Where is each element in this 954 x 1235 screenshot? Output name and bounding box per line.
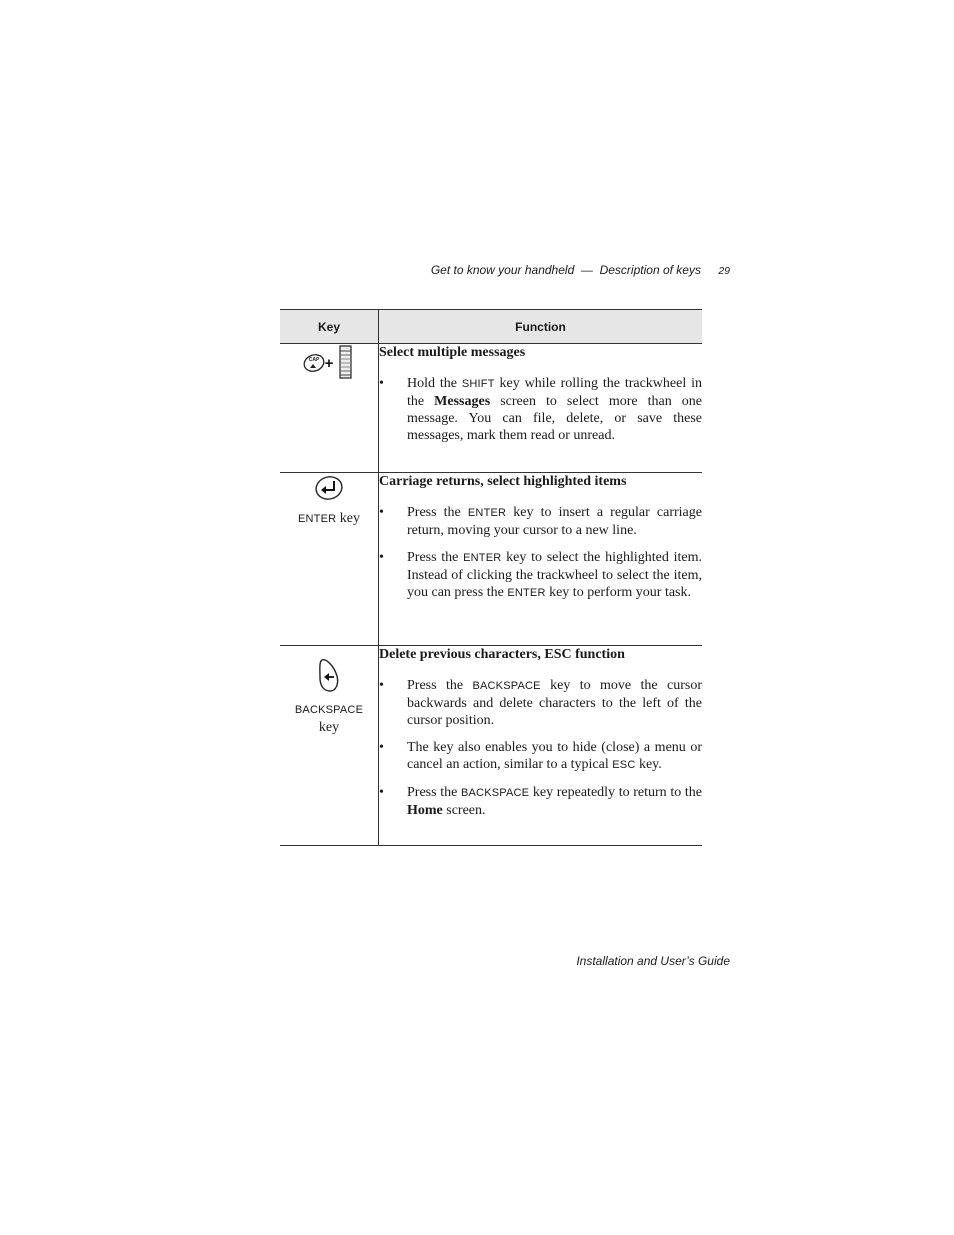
list-item: • Press the BACKSPACE key to move the cursor backwards and delete characters to the left of the cursor position. bbox=[379, 678, 702, 728]
function-column-header: Function bbox=[379, 310, 703, 344]
list-item: • Press the BACKSPACE key repeatedly to return to the Home screen. bbox=[379, 785, 702, 818]
key-name: BACKSPACE bbox=[460, 787, 530, 799]
backspace-key-icon bbox=[316, 656, 342, 699]
keys-table bbox=[280, 309, 702, 846]
header-dash: — bbox=[580, 263, 593, 277]
function-title: Delete previous characters, ESC function bbox=[379, 647, 625, 662]
table-row bbox=[280, 473, 702, 646]
running-header bbox=[380, 263, 730, 277]
list-item: • The key also enables you to hide (close) a menu or cancel an action, similar to a typical ESC key. bbox=[379, 740, 702, 772]
key-column-header: Key bbox=[280, 310, 379, 344]
key-cell bbox=[280, 473, 379, 646]
key-name: ESC bbox=[612, 759, 636, 771]
function-cell bbox=[379, 344, 703, 473]
function-cell bbox=[379, 646, 703, 846]
table-row bbox=[280, 344, 702, 473]
list-item: • Hold the SHIFT key while rolling the trackwheel in the Messages screen to select more than one message. You can file, delete, or save these messages, mark them read or unread. bbox=[379, 376, 703, 443]
key-name: ENTER bbox=[467, 507, 507, 519]
enter-key-icon bbox=[312, 473, 346, 508]
table-row bbox=[280, 646, 702, 846]
section-title: Description of keys bbox=[599, 263, 701, 277]
key-cell bbox=[280, 646, 379, 846]
key-name: SHIFT bbox=[461, 378, 495, 390]
list-item: • Press the ENTER key to select the highlighted item. Instead of clicking the trackwheel to select the item, you can press the ENTER key to perform your task. bbox=[379, 550, 702, 600]
running-footer: Installation and User’s Guide bbox=[576, 954, 730, 968]
trackwheel-icon bbox=[340, 346, 351, 378]
shift-plus-trackwheel-icon bbox=[302, 344, 356, 385]
key-name: ENTER bbox=[463, 552, 502, 564]
list-item: • Press the ENTER key to insert a regular carriage return, moving your cursor to a new line. bbox=[379, 505, 702, 538]
key-name: BACKSPACE bbox=[472, 680, 541, 692]
screen-name: Messages bbox=[434, 394, 491, 409]
cap-shift-key-icon bbox=[302, 352, 326, 374]
key-caption: ENTER key bbox=[298, 511, 360, 526]
key-caption: BACKSPACE key bbox=[294, 704, 364, 735]
function-title: Select multiple messages bbox=[379, 345, 526, 360]
table-header-row bbox=[280, 310, 702, 344]
plus-icon: + bbox=[324, 355, 334, 372]
function-title: Carriage returns, select highlighted items bbox=[379, 474, 627, 489]
chapter-title: Get to know your handheld bbox=[430, 263, 575, 277]
cap-label: CAP bbox=[308, 357, 320, 363]
key-cell bbox=[280, 344, 379, 473]
key-name: ENTER bbox=[507, 587, 546, 599]
page-number: 29 bbox=[718, 265, 730, 277]
screen-name: Home bbox=[407, 803, 443, 818]
function-cell bbox=[379, 473, 703, 646]
